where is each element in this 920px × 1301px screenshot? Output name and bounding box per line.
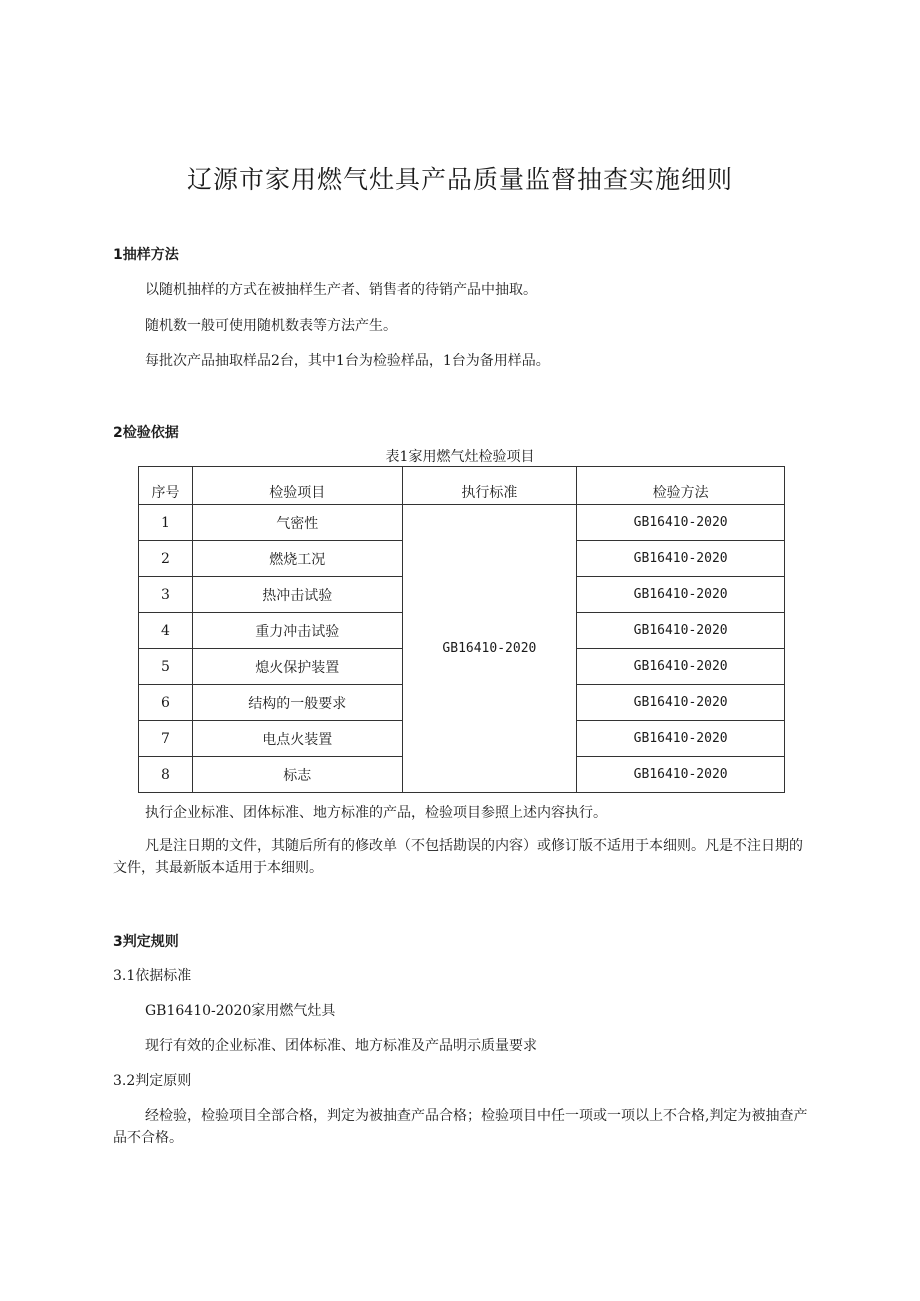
page-title: 辽源市家用燃气灶具产品质量监督抽查实施细则 (186, 165, 733, 194)
inspection-item: 标志 (192, 757, 402, 793)
table-header-row (139, 467, 785, 505)
row-number: 7 (139, 721, 193, 757)
table-row (139, 505, 785, 541)
inspection-method: GB16410-2020 (577, 721, 785, 757)
column-header: 检验项目 (192, 467, 402, 505)
section-1-heading: 1抽样方法 (113, 247, 179, 263)
inspection-method: GB16410-2020 (577, 757, 785, 793)
row-number: 5 (139, 649, 193, 685)
standard-1: GB16410-2020家用燃气灶具 (145, 1003, 336, 1019)
inspection-method: GB16410-2020 (577, 541, 785, 577)
column-header: 检验方法 (577, 467, 785, 505)
row-number: 8 (139, 757, 193, 793)
inspection-item: 熄火保护装置 (192, 649, 402, 685)
section-1-paragraph-2: 随机数一般可使用随机数表等方法产生。 (145, 318, 397, 334)
inspection-method: GB16410-2020 (577, 649, 785, 685)
row-number: 3 (139, 577, 193, 613)
inspection-method: GB16410-2020 (577, 505, 785, 541)
row-number: 2 (139, 541, 193, 577)
standard-2: 现行有效的企业标准、团体标准、地方标准及产品明示质量要求 (145, 1038, 537, 1054)
execution-standard-merged: GB16410-2020 (402, 505, 577, 793)
row-number: 4 (139, 613, 193, 649)
inspection-method: GB16410-2020 (577, 613, 785, 649)
inspection-method: GB16410-2020 (577, 685, 785, 721)
section-3-heading: 3判定规则 (113, 934, 179, 950)
inspection-item: 结构的一般要求 (192, 685, 402, 721)
section-2-heading: 2检验依据 (113, 425, 179, 441)
inspection-method: GB16410-2020 (577, 577, 785, 613)
row-number: 6 (139, 685, 193, 721)
inspection-item: 重力冲击试验 (192, 613, 402, 649)
inspection-item: 电点火装置 (192, 721, 402, 757)
section-1-paragraph-3: 每批次产品抽取样品2台，其中1台为检验样品，1台为备用样品。 (145, 353, 550, 369)
section-1-paragraph-1: 以随机抽样的方式在被抽样生产者、销售者的待销产品中抽取。 (145, 282, 537, 298)
table-caption: 表1家用燃气灶检验项目 (385, 449, 535, 465)
column-header: 序号 (139, 467, 193, 505)
column-header: 执行标准 (402, 467, 577, 505)
section-2-note-2: 凡是注日期的文件，其随后所有的修改单（不包括勘误的内容）或修订版不适用于本细则。凡是不注日期的文件，其最新版本适用于本细则。 (113, 838, 803, 876)
judgement-principle: 经检验，检验项目全部合格，判定为被抽查产品合格；检验项目中任一项或一项以上不合格,判定为被抽查产品不合格。 (113, 1108, 808, 1146)
subsection-3-1-heading: 3.1依据标准 (113, 968, 192, 984)
inspection-item: 燃烧工况 (192, 541, 402, 577)
section-2-note-1: 执行企业标准、团体标准、地方标准的产品，检验项目参照上述内容执行。 (145, 805, 607, 821)
row-number: 1 (139, 505, 193, 541)
inspection-items-table (138, 466, 785, 793)
inspection-item: 气密性 (192, 505, 402, 541)
inspection-item: 热冲击试验 (192, 577, 402, 613)
subsection-3-2-heading: 3.2判定原则 (113, 1073, 192, 1089)
